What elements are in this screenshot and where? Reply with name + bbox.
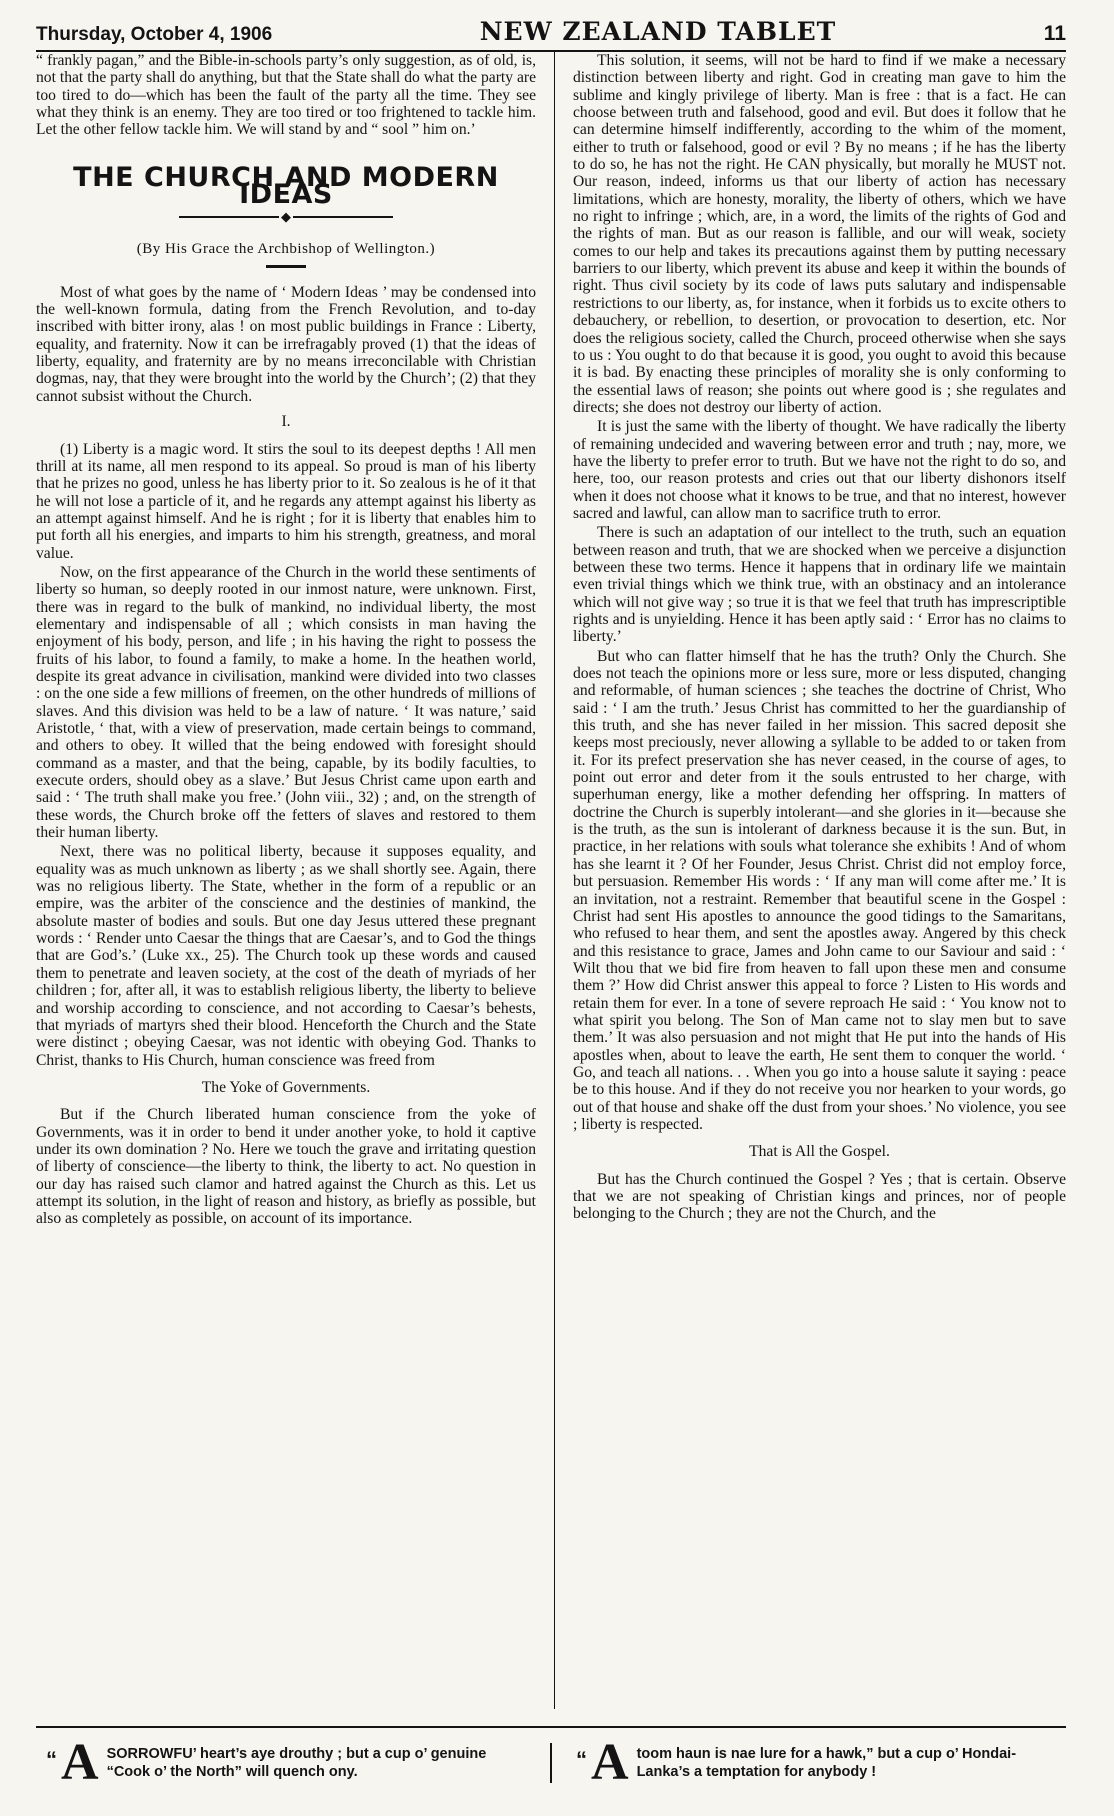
open-quote-glyph: “ (576, 1747, 587, 1772)
article-byline: (By His Grace the Archbishop of Wellington.) (136, 241, 436, 258)
article-paragraph: But has the Church continued the Gospel ? Yes ; that is certain. Observe that we are not speaking of Christian kings and princes, nor of people belonging to the Church ; they are not the Church, and the (573, 1170, 1066, 1223)
ad-text: toom haun is nae lure for a hawk,” but a cup o’ Hondai-Lanka’s a temptation for anybody ! (636, 1746, 1017, 1780)
title-ornament (36, 211, 536, 223)
article-paragraph: There is such an adaptation of our intellect to the truth, such an equation between reason and truth, that we are shocked when we perceive a disjunction between these two terms. Hence it happens that in ordinary life we maintain even trivial things which we think true, with an obstinacy and an intolerance which will not give way ; so true it is that we feel that truth has imprescriptible rights and is unyielding. Hence it has been aptly said : ‘ Error has no claims to liberty.’ (573, 524, 1066, 646)
article-title: THE CHURCH AND MODERN IDEAS (73, 161, 499, 211)
footer-ads (36, 1726, 1066, 1798)
article-paragraph: Now, on the first appearance of the Church in the world these sentiments of liberty so human, so deeply rooted in our inmost nature, were unknown. First, there was in regard to the bulk of mankind, no individual liberty, the most elementary and indispensable of all ; which consists in man having the enjoyment of his body, person, and life ; in his having the right to possess the fruits of his labor, to found a family, to make a home. In the heathen world, despite its great advance in civilisation, mankind were divided into two classes : on the one side a few millions of freemen, on the other hundreds of millions of slaves. And this division was held to be a law of nature. ‘ It was nature,’ said Aristotle, ‘ that, with a view of preservation, made certain beings to command, and others to obey. It willed that the being endowed with foresight should command as a master, and that the being, capable, by its bodily faculties, to execute orders, should obey as a slave.’ But Jesus Christ came upon earth and said : ‘ The truth shall make you free.’ (John viii., 32) ; and, on the strength of these words, the Church broke off the fetters of slaves and restored to them their human liberty. (36, 563, 536, 842)
article-paragraph: Most of what goes by the name of ‘ Modern Ideas ’ may be condensed into the well-known formula, dating from the French Revolution, and to-day inscribed with bitter irony, alas ! on most public buildings in France : Liberty, equality, and fraternity. Now it can be irrefragably proved (1) that the ideas of liberty, equality, and fraternity are by no means irreconcilable with Christian dogmas, nay, that they were brought into the world by the Church’; (2) that they cannot subsist without the Church. (36, 283, 536, 405)
article-paragraph: But if the Church liberated human conscience from the yoke of Governments, was it in order to bend it under another yoke, to hold it captive under its own domination ? No. Here we touch the grave and irritating question of liberty of conscience—the liberty to think, the liberty to act. No question in our day has raised such clamor and hatred against the Church as this. Let us attempt its solution, in the light of reason and history, as briefly as possible, but also as completely as possible, on account of its importance. (36, 1106, 536, 1228)
continued-paragraph: “ frankly pagan,” and the Bible-in-schools party’s only suggestion, as of old, is, not that the party shall do anything, but that the State shall do what the party are too tired to do—which has been the fault of the party all the time. They see what they think is an enemy. They are too tired or too frightened to tackle him. Let the other fellow tackle him. We will stand by and “ sool ” him on.’ (36, 52, 536, 139)
page-header (36, 8, 1066, 52)
right-column (573, 52, 1066, 1709)
page-number: 11 (1043, 22, 1066, 45)
ornament-line-left (179, 216, 279, 218)
advertisement-hondai-lanka (566, 1734, 1066, 1791)
diamond-icon: ◆ (281, 209, 291, 225)
open-quote-glyph: “ (46, 1747, 57, 1772)
ad-text: SORROWFU’ heart’s aye drouthy ; but a cup o’ genuine “Cook o’ the North” will quench ony. (106, 1746, 487, 1780)
article-paragraph: This solution, it seems, will not be hard to find if we make a necessary distinction between liberty and right. God in creating man gave to him the sublime and kingly privilege of liberty. Man is free : that is a fact. He can choose between truth and falsehood, good and evil. But does it follow that he can determine himself indifferently, according to the whim of the moment, either to truth or falsehood, good or evil ? By no means ; if he has the liberty to do so, he has not the right. He CAN physically, but morally he MUST not. Our reason, indeed, informs us that our liberty of action has necessary limitations, which are honesty, morality, the liberty of others, which we have no right to infringe ; which, are, in a word, the limits of the rights of God and the rights of man. But as our reason is fallible, and our will weak, society comes to our help and takes its precautions against them by putting necessary barriers to our liberty, which prevent its abuse and keep it within the bounds of right. Thus civil society by its code of laws puts salutary and indispensable restrictions to our liberty, as, for instance, when it forbids us to excite others to debauchery, or rebellion, to desertion, or provocation to desertion, etc. Nor does the religious society, called the Church, proceed otherwise when she says to us : You ought to do that because it is good, you ought to avoid this because it is bad. By enacting these principles of morality she is only conforming to the essential laws of reason; she points out where good is ; she regulates and directs; she does not destroy our liberty of action. (573, 52, 1066, 416)
section-number: I. (281, 413, 291, 431)
byline-rule (266, 265, 306, 268)
drop-cap: A (61, 1734, 99, 1791)
advertisement-cook-o-the-north (36, 1734, 536, 1791)
subheading: The Yoke of Governments. (201, 1078, 371, 1096)
article-paragraph: But who can flatter himself that he has the truth? Only the Church. She does not teach the opinions more or less sure, more or less disputed, changing and reformable, of human sciences ; she teaches the doctrine of Christ, Who said : ‘ I am the truth.’ Jesus Christ has committed to her the guardianship of this truth, and she has never failed in her mission. This sacred deposit she keeps most preciously, never allowing a syllable to be added to or taken from it. For its prefect preservation she has never ceased, in the course of ages, to point out error and deter from it the souls entrusted to her charge, with superhuman energy, like a mother defending her offspring. In matters of doctrine the Church is superbly intolerant—and she glories in it—because she is the truth, as the sun is intolerant of darkness because it is the sun. But, in practice, in her relations with souls what tolerance she exhibits ! And of whom has she learnt it ? Of her Founder, Jesus Christ. Christ did not employ force, but persuasion. Remember His words : ‘ If any man will come after me.’ It is an invitation, not a restraint. Remember that beautiful scene in the Gospel : Christ had sent His apostles to announce the good tidings to the Samaritans, who refused to hear them, and sent the apostles away. Angered by this check and this resistance to grace, James and John came to our Saviour and said : ‘ Wilt thou that we bid fire from heaven to fall upon these men and consume them ?’ How did Christ answer this appeal to force ? Listen to His words and retain them for ever. In a tone of severe reproach He said : ‘ You know not to what spirit you belong. The Son of Man came not to slay men but to save them.’ It was also persuasion and not might that He put into the hands of His apostles when, about to leave the earth, He sent them to conquer the world. ‘ Go, and teach all nations. . . When you go into a house salute it saying : peace be to this house. And if they do not receive you nor hearken to your words, go out of that house and shake off the dust from your shoes.’ No violence, you see ; liberty is respected. (573, 647, 1066, 1133)
article-paragraph: Next, there was no political liberty, because it supposes equality, and equality was as much unknown as liberty ; as we shall shortly see. Again, there was no religious liberty. The State, whether in the form of a republic or an empire, was the arbiter of the conscience and the destinies of mankind, the absolute master of bodies and souls. But one day Jesus uttered these pregnant words : ‘ Render unto Caesar the things that are Caesar’s, and to God the things that are God’s.’ (Luke xx., 25). The Church took up these words and caused them to penetrate and leaven society, at the cost of the death of myriads of her children ; for, after all, it was to establish religious liberty, the liberty to believe and worship according to conscience, and not according to Caesar’s behests, that myriads of martyrs shed their blood. Henceforth the Church and the State were distinct ; obeying Caesar, was not identic with obeying God. Thanks to Christ, thanks to His Church, human conscience was freed from (36, 843, 536, 1069)
column-divider (554, 52, 555, 1709)
left-column (36, 52, 536, 1709)
ad-divider (550, 1743, 552, 1783)
masthead-title: NEW ZEALAND TABLET (479, 17, 837, 46)
issue-date: Thursday, October 4, 1906 (36, 24, 273, 45)
article-paragraph: It is just the same with the liberty of thought. We have radically the liberty of remaining undecided and wavering between error and truth ; nay, more, we have the liberty to prefer error to truth. But we have not the right to do so, and here, too, our reason protests and cries out that our liberty dishonors itself when it does not choose what it knows to be true, and that no interest, however sacred and lawful, can allow man to sacrifice truth to error. (573, 418, 1066, 522)
drop-cap: A (591, 1734, 629, 1791)
article-paragraph: (1) Liberty is a magic word. It stirs the soul to its deepest depths ! All men thrill at its name, all men respond to its appeal. So proud is man of his liberty that he prizes no good, unless he has liberty prior to it. So zealous is he of it that he will not lose a particle of it, and he regards any attempt against his liberty as an attempt against himself. And he is right ; for it is liberty that enables him to put forth all his energies, and imparts to him his strength, greatness, and moral value. (36, 440, 536, 562)
ornament-line-right (293, 216, 393, 218)
subheading: That is All the Gospel. (749, 1143, 890, 1161)
